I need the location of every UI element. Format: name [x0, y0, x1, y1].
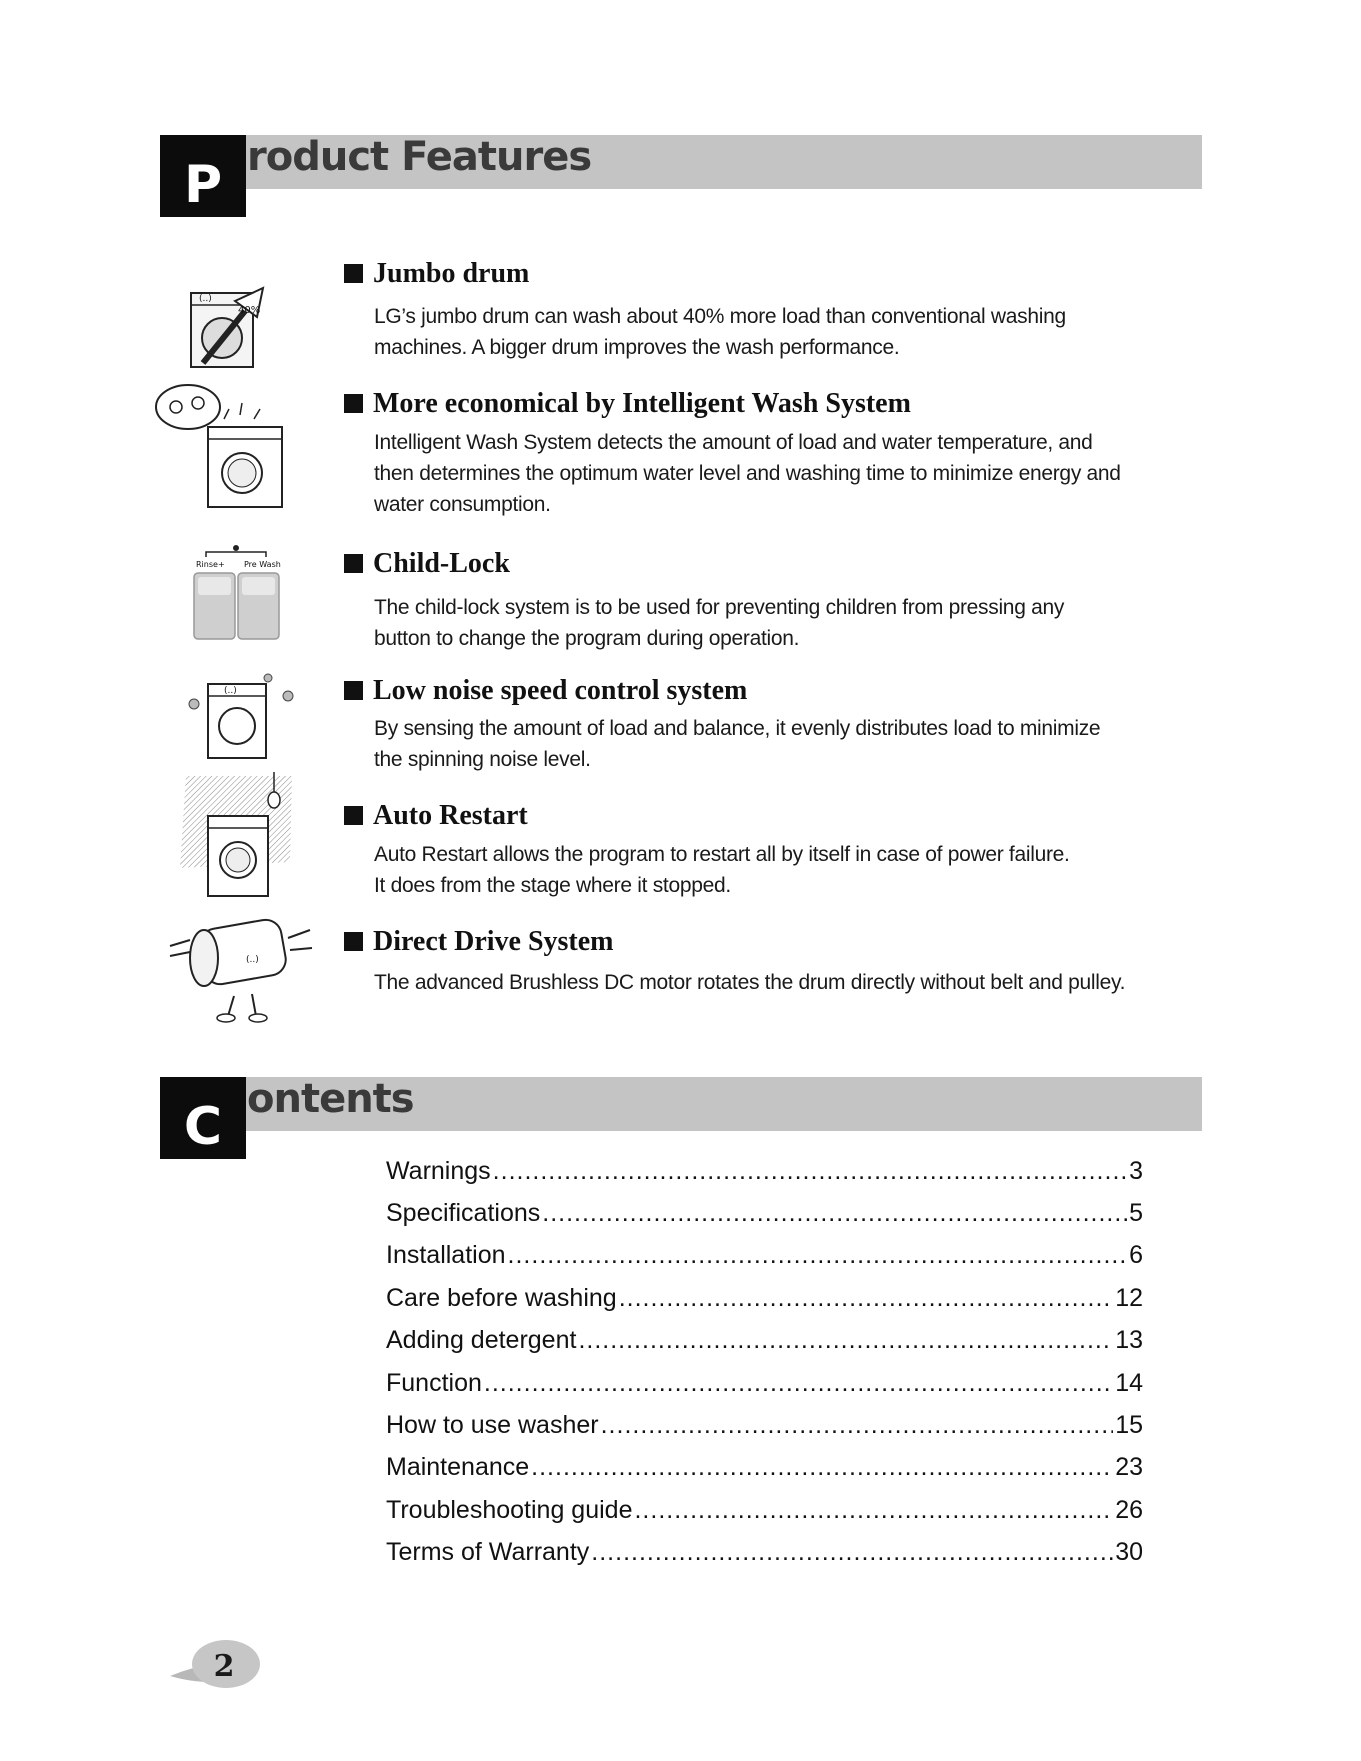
feature-title-jumbo-drum: Jumbo drum	[344, 258, 529, 290]
toc-label: Warnings	[386, 1157, 491, 1185]
toc-entry-adding-detergent[interactable]	[386, 1326, 1143, 1360]
toc-label: Specifications	[386, 1199, 541, 1227]
direct-drive-icon	[168, 912, 313, 1029]
svg-text:Rinse+: Rinse+	[196, 560, 225, 569]
toc-label: Adding detergent	[386, 1326, 577, 1354]
features-header-title: roduct Features	[247, 134, 592, 180]
toc-label: Maintenance	[386, 1453, 530, 1481]
toc-entry-specifications[interactable]	[386, 1199, 1143, 1233]
toc-leader-dots	[601, 1411, 1114, 1440]
toc-label: Troubleshooting guide	[386, 1496, 633, 1524]
feature-desc-direct-drive: The advanced Brushless DC motor rotates the drum directly without belt and pulley.	[374, 971, 1126, 994]
low-noise-icon	[186, 668, 296, 767]
jumbo-drum-icon	[185, 283, 275, 378]
bullet-icon	[344, 394, 363, 413]
feature-title-direct-drive: Direct Drive System	[344, 926, 614, 958]
toc-leader-dots	[508, 1241, 1128, 1270]
feature-desc-low-noise: By sensing the amount of load and balance, it evenly distributes load to minimize the spinning noise level.	[374, 717, 1101, 771]
toc-leader-dots	[484, 1369, 1113, 1398]
toc-entry-warnings[interactable]	[386, 1157, 1143, 1191]
feature-title-auto-restart: Auto Restart	[344, 800, 528, 832]
toc-leader-dots	[531, 1453, 1113, 1482]
page-number: 2	[213, 1649, 235, 1684]
toc-leader-dots	[578, 1326, 1113, 1355]
feature-title-intelligent-wash: More economical by Intelligent Wash System	[344, 388, 911, 420]
toc-entry-maintenance[interactable]	[386, 1453, 1143, 1487]
intelligent-wash-icon	[154, 381, 289, 516]
svg-text:40%: 40%	[238, 305, 261, 316]
toc-page-number: 12	[1115, 1284, 1143, 1312]
toc-entry-terms-of-warranty[interactable]	[386, 1538, 1143, 1572]
toc-label: Terms of Warranty	[386, 1538, 590, 1566]
toc-leader-dots	[542, 1199, 1127, 1228]
bullet-icon	[344, 264, 363, 283]
bullet-icon	[344, 806, 363, 825]
child-lock-icon	[192, 543, 282, 646]
toc-label: Installation	[386, 1241, 506, 1269]
toc-label: Function	[386, 1369, 482, 1397]
toc-page-number: 23	[1115, 1453, 1143, 1481]
toc-page-number: 14	[1115, 1369, 1143, 1397]
auto-restart-icon	[176, 772, 298, 905]
page-number-badge	[166, 1636, 266, 1695]
feature-title-child-lock: Child-Lock	[344, 548, 510, 580]
svg-text:(..): (..)	[224, 686, 237, 696]
contents-header-title: ontents	[247, 1076, 414, 1122]
contents-header-initial: C	[160, 1077, 246, 1159]
svg-text:Pre Wash: Pre Wash	[244, 560, 281, 569]
feature-desc-intelligent-wash: Intelligent Wash System detects the amount of load and water temperature, and then determines the optimum water level and washing time to minimize energy and water consumption.	[374, 431, 1121, 516]
toc-leader-dots	[493, 1157, 1127, 1186]
feature-desc-jumbo-drum: LG’s jumbo drum can wash about 40% more load than conventional washing machines. A bigger drum improves the wash performance.	[374, 305, 1066, 359]
toc-page-number: 15	[1115, 1411, 1143, 1439]
toc-entry-how-to-use-washer[interactable]	[386, 1411, 1143, 1445]
toc-entry-installation[interactable]	[386, 1241, 1143, 1275]
bullet-icon	[344, 681, 363, 700]
feature-desc-child-lock: The child-lock system is to be used for preventing children from pressing any button to change the program during operation.	[374, 596, 1065, 650]
features-header-initial: P	[160, 135, 246, 217]
feature-desc-auto-restart: Auto Restart allows the program to restart all by itself in case of power failure. It does from the stage where it stopped.	[374, 843, 1070, 897]
toc-label: How to use washer	[386, 1411, 599, 1439]
toc-entry-function[interactable]	[386, 1369, 1143, 1403]
toc-leader-dots	[634, 1496, 1113, 1525]
toc-page-number: 5	[1129, 1199, 1143, 1227]
toc-page-number: 30	[1115, 1538, 1143, 1566]
toc-page-number: 13	[1115, 1326, 1143, 1354]
bullet-icon	[344, 554, 363, 573]
toc-page-number: 26	[1115, 1496, 1143, 1524]
svg-text:(..): (..)	[199, 294, 212, 304]
svg-text:(..): (..)	[246, 955, 259, 965]
toc-page-number: 3	[1129, 1157, 1143, 1185]
toc-leader-dots	[591, 1538, 1113, 1567]
toc-entry-care-before-washing[interactable]	[386, 1284, 1143, 1318]
feature-title-low-noise: Low noise speed control system	[344, 675, 747, 707]
toc-entry-troubleshooting-guide[interactable]	[386, 1496, 1143, 1530]
toc-label: Care before washing	[386, 1284, 617, 1312]
toc-leader-dots	[619, 1284, 1113, 1313]
bullet-icon	[344, 932, 363, 951]
toc-page-number: 6	[1129, 1241, 1143, 1269]
